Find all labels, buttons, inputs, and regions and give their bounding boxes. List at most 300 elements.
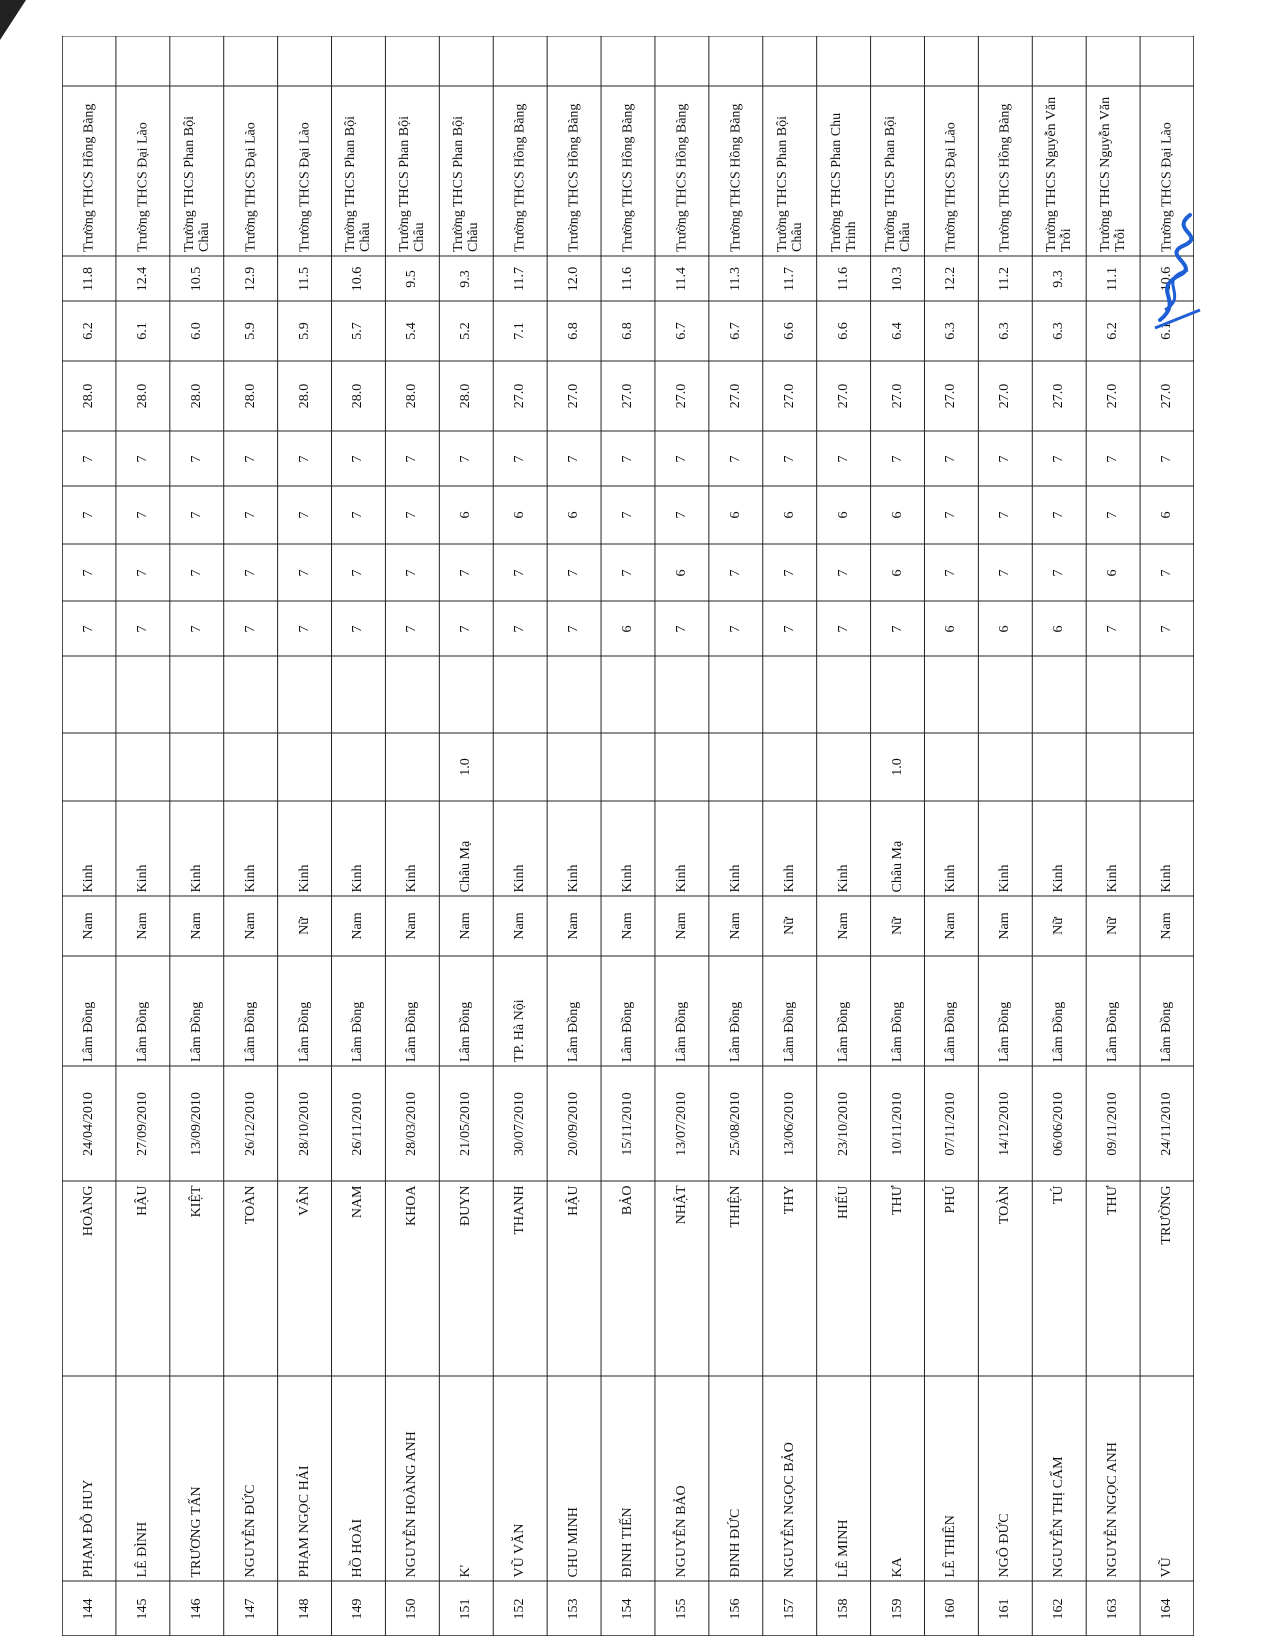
text-ho: VŨ VĂN xyxy=(512,1523,528,1577)
text-ten: KHOA xyxy=(404,1185,420,1226)
cell-ho xyxy=(709,1376,763,1581)
text-m3: 6 xyxy=(566,511,582,519)
cell-ten xyxy=(278,1181,332,1376)
cell-noi-sinh xyxy=(1032,956,1086,1066)
text-dan-toc: Kinh xyxy=(673,864,689,892)
text-noi-sinh: Lâm Đồng xyxy=(619,1001,635,1062)
cell-m3 xyxy=(709,486,763,544)
text-tong: 27.0 xyxy=(835,383,851,409)
text-m1: 7 xyxy=(512,625,528,632)
text-xt: 12.4 xyxy=(134,266,150,291)
cell-stt xyxy=(601,1581,655,1636)
cell-m4 xyxy=(763,431,817,486)
cell-tong xyxy=(709,361,763,431)
text-m3: 7 xyxy=(673,511,689,519)
text-xt: 9.3 xyxy=(1051,269,1067,288)
cell-m4 xyxy=(709,431,763,486)
cell-m2 xyxy=(116,544,170,601)
text-gioi-tinh: Nữ xyxy=(889,917,905,935)
cell-noi-sinh xyxy=(978,956,1032,1066)
text-tb: 6.1 xyxy=(1159,322,1175,340)
text-m2: 7 xyxy=(1051,569,1067,576)
cell-ten xyxy=(763,1181,817,1376)
cell-dan-toc xyxy=(224,801,278,896)
cell-tb xyxy=(332,301,386,361)
text-ho: NGUYỄN NGỌC BẢO xyxy=(781,1441,797,1577)
cell-uu-tien xyxy=(978,733,1032,801)
text-tb: 6.3 xyxy=(1051,322,1067,340)
cell-xt xyxy=(763,256,817,301)
text-truong: Trường THCS Đại Lào xyxy=(135,122,151,252)
cell-m4 xyxy=(817,431,871,486)
text-m3: 6 xyxy=(512,511,528,519)
text-m3: 6 xyxy=(458,511,474,519)
cell-stt xyxy=(62,1581,116,1636)
cell-ten xyxy=(817,1181,871,1376)
cell-xt xyxy=(817,256,871,301)
text-m1: 7 xyxy=(134,625,150,632)
text-ho: K' xyxy=(458,1564,474,1577)
text-m3: 7 xyxy=(997,511,1013,519)
cell-ho xyxy=(116,1376,170,1581)
text-m4: 7 xyxy=(512,455,528,462)
cell-ho xyxy=(871,1376,925,1581)
cell-m3 xyxy=(62,486,116,544)
text-ngay-sinh: 15/11/2010 xyxy=(619,1091,635,1156)
text-noi-sinh: Lâm Đồng xyxy=(1105,1001,1121,1062)
text-m1: 7 xyxy=(242,625,258,632)
text-truong: Trường THCS Hồng Bàng xyxy=(566,103,582,252)
cell-ngay-sinh xyxy=(1086,1066,1140,1181)
text-xt: 10.6 xyxy=(1159,266,1175,291)
cell-m2 xyxy=(385,544,439,601)
cell-gioi-tinh xyxy=(978,896,1032,956)
text-ngay-sinh: 10/11/2010 xyxy=(889,1091,905,1156)
text-m4: 7 xyxy=(997,455,1013,462)
cell-ngay-sinh xyxy=(547,1066,601,1181)
cell-ho xyxy=(547,1376,601,1581)
cell-khuyen-khich xyxy=(763,656,817,733)
text-gioi-tinh: Nam xyxy=(350,912,366,940)
text-dan-toc: Kinh xyxy=(566,864,582,892)
cell-m2 xyxy=(1032,544,1086,601)
cell-m1 xyxy=(439,601,493,656)
cell-m3 xyxy=(924,486,978,544)
cell-stt xyxy=(439,1581,493,1636)
cell-ngay-sinh xyxy=(385,1066,439,1181)
text-tong: 27.0 xyxy=(512,383,528,409)
cell-m2 xyxy=(1086,544,1140,601)
cell-tb xyxy=(493,301,547,361)
cell-uu-tien xyxy=(871,733,925,801)
cell-ho xyxy=(655,1376,709,1581)
cell-dan-toc xyxy=(601,801,655,896)
text-tb: 6.7 xyxy=(727,322,743,340)
text-noi-sinh: Lâm Đồng xyxy=(673,1001,689,1062)
cell-dan-toc xyxy=(1140,801,1194,896)
cell-tong xyxy=(1086,361,1140,431)
text-m1: 7 xyxy=(188,625,204,632)
cell-m2 xyxy=(763,544,817,601)
text-ten: ĐUYN xyxy=(458,1185,474,1226)
cell-m1 xyxy=(709,601,763,656)
cell-m4 xyxy=(332,431,386,486)
text-ho: KA xyxy=(889,1556,905,1577)
cell-m4 xyxy=(116,431,170,486)
text-dan-toc: Châu Mạ xyxy=(458,840,474,892)
text-ngay-sinh: 13/07/2010 xyxy=(673,1091,689,1156)
text-xt: 11.7 xyxy=(781,266,797,291)
cell-m4 xyxy=(1032,431,1086,486)
text-ngay-sinh: 20/09/2010 xyxy=(566,1091,582,1156)
cell-noi-sinh xyxy=(763,956,817,1066)
cell-m2 xyxy=(601,544,655,601)
cell-stt xyxy=(763,1581,817,1636)
text-tb: 6.2 xyxy=(1105,322,1121,340)
text-xt: 11.1 xyxy=(1105,266,1121,291)
cell-tong xyxy=(601,361,655,431)
text-ngay-sinh: 21/05/2010 xyxy=(458,1091,474,1156)
cell-ten xyxy=(332,1181,386,1376)
text-noi-sinh: Lâm Đồng xyxy=(404,1001,420,1062)
text-m1: 7 xyxy=(296,625,312,632)
cell-m1 xyxy=(763,601,817,656)
text-stt: 150 xyxy=(404,1598,420,1619)
cell-khuyen-khich xyxy=(116,656,170,733)
text-ho: PHẠM NGỌC HẢI xyxy=(296,1464,312,1577)
text-ho: HỒ HOÀI xyxy=(350,1518,366,1577)
text-tb: 6.3 xyxy=(943,322,959,340)
cell-tong xyxy=(1032,361,1086,431)
cell-ho xyxy=(278,1376,332,1581)
text-truong: Trường THCS Đại Lào xyxy=(243,122,259,252)
cell-ngay-sinh xyxy=(170,1066,224,1181)
text-ho: ĐINH ĐỨC xyxy=(727,1508,743,1577)
text-m3: 7 xyxy=(404,511,420,519)
text-m3: 7 xyxy=(296,511,312,519)
text-ho: CHU MINH xyxy=(566,1506,582,1577)
text-gioi-tinh: Nam xyxy=(134,912,150,940)
text-xt: 11.6 xyxy=(835,266,851,291)
text-m1: 7 xyxy=(889,625,905,632)
text-m4: 7 xyxy=(673,455,689,462)
text-gioi-tinh: Nam xyxy=(404,912,420,940)
cell-uu-tien xyxy=(385,733,439,801)
text-noi-sinh: Lâm Đồng xyxy=(134,1001,150,1062)
cell-stt xyxy=(817,1581,871,1636)
cell-tb xyxy=(116,301,170,361)
cell-stt xyxy=(493,1581,547,1636)
cell-m1 xyxy=(170,601,224,656)
student-score-table xyxy=(62,36,1194,1636)
text-m1: 7 xyxy=(458,625,474,632)
cell-noi-sinh xyxy=(493,956,547,1066)
cell-m3 xyxy=(978,486,1032,544)
text-tong: 27.0 xyxy=(673,383,689,409)
text-ho: NGUYỄN NGỌC ANH xyxy=(1105,1441,1121,1577)
cell-tb xyxy=(817,301,871,361)
cell-gioi-tinh xyxy=(224,896,278,956)
text-m2: 7 xyxy=(619,569,635,576)
cell-ngay-sinh xyxy=(439,1066,493,1181)
text-ngay-sinh: 14/12/2010 xyxy=(997,1091,1013,1156)
text-ngay-sinh: 26/12/2010 xyxy=(242,1091,258,1156)
cell-stt xyxy=(978,1581,1032,1636)
cell-truong xyxy=(655,86,709,256)
cell-ten xyxy=(1086,1181,1140,1376)
cell-ho xyxy=(1140,1376,1194,1581)
cell-khuyen-khich xyxy=(547,656,601,733)
text-ho: NGUYỄN THỊ CẨM xyxy=(1051,1455,1067,1577)
text-truong: Trường THCS Nguyễn Văn Trỗi xyxy=(1044,96,1075,252)
cell-khuyen-khich xyxy=(601,656,655,733)
text-truong: Trường THCS Đại Lào xyxy=(1159,122,1175,252)
text-ten: TOÀN xyxy=(997,1185,1013,1224)
text-noi-sinh: Lâm Đồng xyxy=(80,1001,96,1062)
text-xt: 11.5 xyxy=(296,266,312,291)
text-gioi-tinh: Nữ xyxy=(296,917,312,935)
text-m3: 6 xyxy=(727,511,743,519)
text-stt: 154 xyxy=(619,1598,635,1619)
cell-m1 xyxy=(601,601,655,656)
text-tb: 6.7 xyxy=(673,322,689,340)
cell-xt xyxy=(493,256,547,301)
text-truong: Trường THCS Hồng Bàng xyxy=(997,103,1013,252)
text-tb: 7.1 xyxy=(512,322,528,340)
text-ho: ĐINH TIẾN xyxy=(619,1506,635,1577)
text-m3: 7 xyxy=(350,511,366,519)
text-xt: 11.7 xyxy=(512,266,528,291)
text-ten: THANH xyxy=(512,1185,528,1234)
text-m3: 7 xyxy=(80,511,96,519)
text-tb: 5.9 xyxy=(296,322,312,340)
cell-gioi-tinh xyxy=(547,896,601,956)
text-ten: VÂN xyxy=(296,1185,312,1216)
text-ho: PHẠM ĐỖ HUY xyxy=(80,1478,96,1577)
text-stt: 152 xyxy=(512,1598,528,1619)
text-m1: 7 xyxy=(1159,625,1175,632)
cell-stt xyxy=(116,1581,170,1636)
cell-gioi-tinh xyxy=(170,896,224,956)
text-stt: 156 xyxy=(727,1598,743,1619)
text-dan-toc: Kinh xyxy=(134,864,150,892)
cell-tb xyxy=(547,301,601,361)
text-tb: 6.0 xyxy=(188,322,204,340)
cell-dan-toc xyxy=(655,801,709,896)
text-ten: BẢO xyxy=(619,1185,635,1215)
cell-noi-sinh xyxy=(62,956,116,1066)
cell-dan-toc xyxy=(763,801,817,896)
cell-gioi-tinh xyxy=(493,896,547,956)
cell-tong xyxy=(978,361,1032,431)
cell-dan-toc xyxy=(924,801,978,896)
cell-stt xyxy=(655,1581,709,1636)
cell-truong xyxy=(924,86,978,256)
cell-dan-toc xyxy=(1032,801,1086,896)
text-xt: 12.2 xyxy=(943,266,959,291)
text-stt: 147 xyxy=(242,1598,258,1619)
cell-m4 xyxy=(655,431,709,486)
text-dan-toc: Kinh xyxy=(80,864,96,892)
cell-uu-tien xyxy=(601,733,655,801)
cell-noi-sinh xyxy=(224,956,278,1066)
text-stt: 158 xyxy=(835,1598,851,1619)
text-truong: Trường THCS Hồng Bàng xyxy=(728,103,744,252)
cell-xt xyxy=(547,256,601,301)
cell-ngay-sinh xyxy=(709,1066,763,1181)
text-ho: NGUYỄN HOÀNG ANH xyxy=(404,1430,420,1577)
cell-m1 xyxy=(1140,601,1194,656)
text-m1: 7 xyxy=(350,625,366,632)
cell-ngay-sinh xyxy=(871,1066,925,1181)
cell-xt xyxy=(978,256,1032,301)
cell-m2 xyxy=(871,544,925,601)
cell-gioi-tinh xyxy=(655,896,709,956)
text-noi-sinh: Lâm Đồng xyxy=(188,1001,204,1062)
cell-m1 xyxy=(224,601,278,656)
text-tb: 6.8 xyxy=(619,322,635,340)
cell-noi-sinh xyxy=(439,956,493,1066)
text-xt: 9.3 xyxy=(458,269,474,288)
cell-ngay-sinh xyxy=(601,1066,655,1181)
cell-m2 xyxy=(817,544,871,601)
text-ngay-sinh: 09/11/2010 xyxy=(1105,1091,1121,1156)
text-tong: 28.0 xyxy=(188,383,204,409)
text-ngay-sinh: 26/11/2010 xyxy=(350,1091,366,1156)
cell-ngay-sinh xyxy=(924,1066,978,1181)
text-noi-sinh: Lâm Đồng xyxy=(566,1001,582,1062)
text-gioi-tinh: Nam xyxy=(80,912,96,940)
text-truong: Trường THCS Phan Chu Trinh xyxy=(828,112,859,252)
text-ngay-sinh: 24/04/2010 xyxy=(80,1091,96,1156)
cell-tb xyxy=(439,301,493,361)
text-xt: 11.3 xyxy=(727,266,743,291)
cell-ten xyxy=(385,1181,439,1376)
cell-m4 xyxy=(1140,431,1194,486)
cell-tong xyxy=(278,361,332,431)
text-dan-toc: Kinh xyxy=(727,864,743,892)
cell-dan-toc xyxy=(709,801,763,896)
cell-stt xyxy=(332,1581,386,1636)
text-xt: 12.9 xyxy=(242,266,258,291)
cell-m1 xyxy=(116,601,170,656)
text-m4: 7 xyxy=(404,455,420,462)
text-m4: 7 xyxy=(242,455,258,462)
cell-m2 xyxy=(439,544,493,601)
text-stt: 164 xyxy=(1159,1598,1175,1619)
text-m2: 7 xyxy=(404,569,420,576)
text-m2: 7 xyxy=(350,569,366,576)
text-gioi-tinh: Nam xyxy=(566,912,582,940)
text-dan-toc: Châu Mạ xyxy=(889,840,905,892)
text-noi-sinh: TP. Hà Nội xyxy=(512,999,528,1062)
text-noi-sinh: Lâm Đồng xyxy=(727,1001,743,1062)
cell-tong xyxy=(493,361,547,431)
cell-m3 xyxy=(439,486,493,544)
cell-ngay-sinh xyxy=(278,1066,332,1181)
cell-m3 xyxy=(547,486,601,544)
cell-stt xyxy=(1140,1581,1194,1636)
cell-truong xyxy=(385,86,439,256)
cell-m3 xyxy=(763,486,817,544)
cell-m1 xyxy=(547,601,601,656)
text-ho: LÊ ĐÌNH xyxy=(134,1521,150,1577)
text-truong: Trường THCS Đại Lào xyxy=(297,122,313,252)
cell-noi-sinh xyxy=(385,956,439,1066)
cell-truong xyxy=(170,86,224,256)
cell-uu-tien xyxy=(817,733,871,801)
cell-ho xyxy=(224,1376,278,1581)
text-tb: 6.4 xyxy=(889,322,905,340)
text-m2: 7 xyxy=(835,569,851,576)
cell-stt xyxy=(278,1581,332,1636)
text-m2: 6 xyxy=(889,569,905,576)
cell-truong xyxy=(709,86,763,256)
text-truong: Trường THCS Phan Bội Châu xyxy=(774,116,805,252)
text-ho: LÊ THIÊN xyxy=(943,1514,959,1577)
cell-m2 xyxy=(1140,544,1194,601)
cell-m1 xyxy=(278,601,332,656)
text-ten: TRƯỜNG xyxy=(1159,1185,1175,1245)
cell-m1 xyxy=(817,601,871,656)
text-tong: 27.0 xyxy=(1105,383,1121,409)
cell-tong xyxy=(170,361,224,431)
cell-khuyen-khich xyxy=(62,656,116,733)
text-noi-sinh: Lâm Đồng xyxy=(242,1001,258,1062)
text-gioi-tinh: Nam xyxy=(619,912,635,940)
cell-tb xyxy=(709,301,763,361)
cell-stt xyxy=(709,1581,763,1636)
cell-khuyen-khich xyxy=(1140,656,1194,733)
cell-truong xyxy=(62,86,116,256)
cell-m3 xyxy=(601,486,655,544)
text-stt: 159 xyxy=(889,1598,905,1619)
text-xt: 10.5 xyxy=(188,266,204,291)
text-m2: 7 xyxy=(566,569,582,576)
cell-ten xyxy=(116,1181,170,1376)
text-ten: HẬU xyxy=(134,1185,150,1216)
cell-ten xyxy=(62,1181,116,1376)
cell-m2 xyxy=(332,544,386,601)
text-ho: NGUYỄN ĐỨC xyxy=(242,1484,258,1577)
cell-tong xyxy=(924,361,978,431)
cell-gioi-tinh xyxy=(763,896,817,956)
text-dan-toc: Kinh xyxy=(1105,864,1121,892)
text-truong: Trường THCS Phan Bội Châu xyxy=(397,116,428,252)
text-dan-toc: Kinh xyxy=(943,864,959,892)
text-tong: 27.0 xyxy=(889,383,905,409)
cell-gioi-tinh xyxy=(1032,896,1086,956)
cell-dan-toc xyxy=(332,801,386,896)
cell-truong xyxy=(547,86,601,256)
cell-m1 xyxy=(332,601,386,656)
text-dan-toc: Kinh xyxy=(835,864,851,892)
text-ten: NAM xyxy=(350,1185,366,1218)
text-stt: 145 xyxy=(134,1598,150,1619)
cell-xt xyxy=(385,256,439,301)
text-tong: 27.0 xyxy=(1051,383,1067,409)
cell-ngay-sinh xyxy=(978,1066,1032,1181)
text-m3: 6 xyxy=(889,511,905,519)
cell-ten xyxy=(1140,1181,1194,1376)
cell-noi-sinh xyxy=(116,956,170,1066)
cell-m3 xyxy=(1032,486,1086,544)
text-m4: 7 xyxy=(889,455,905,462)
text-dan-toc: Kinh xyxy=(781,864,797,892)
text-stt: 149 xyxy=(350,1598,366,1619)
cell-tb xyxy=(62,301,116,361)
cell-uu-tien xyxy=(332,733,386,801)
